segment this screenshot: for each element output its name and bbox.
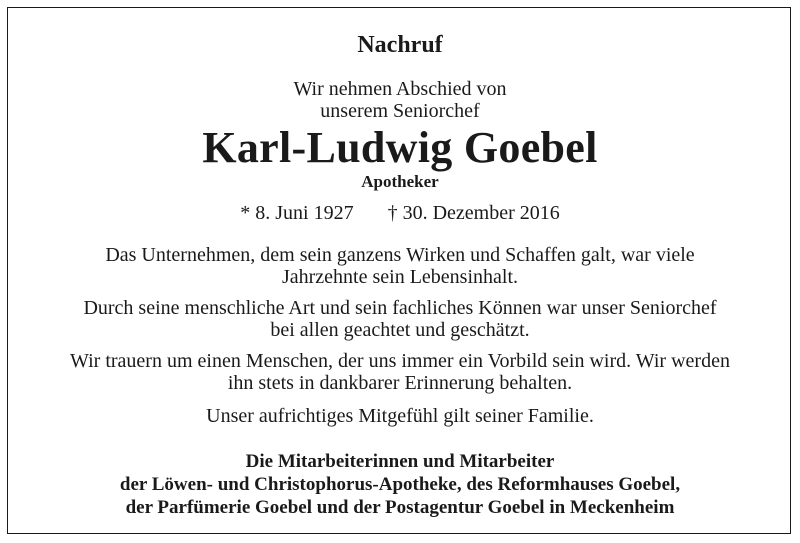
life-dates <box>0 201 800 225</box>
death-date: † 30. Dezember 2016 <box>387 202 560 224</box>
paragraph-4: Unser aufrichtiges Mitgefühl gilt seiner Familie. <box>206 405 594 427</box>
paragraph-3-line-1: Wir trauern um einen Menschen, der uns immer ein Vorbild sein wird. Wir werden <box>70 350 730 372</box>
paragraph-1-line-2: Jahrzehnte sein Lebensinhalt. <box>281 266 519 288</box>
signature-line-1: Die Mitarbeiterinnen und Mitarbeiter <box>245 451 555 472</box>
notice-heading: Nachruf <box>357 32 443 58</box>
paragraph-3-line-2: ihn stets in dankbarer Erinnerung behalten. <box>227 372 573 394</box>
deceased-profession: Apotheker <box>361 172 439 191</box>
deceased-name: Karl-Ludwig Goebel <box>202 123 598 172</box>
paragraph-2-line-2: bei allen geachtet und geschätzt. <box>270 319 530 341</box>
paragraph-2-line-1: Durch seine menschliche Art und sein fachliches Können war unser Seniorchef <box>83 297 717 319</box>
intro-line-1: Wir nehmen Abschied von <box>293 78 507 100</box>
birth-date: * 8. Juni 1927 <box>240 202 354 224</box>
intro-line-2: unserem Seniorchef <box>320 100 480 122</box>
paragraph-1-line-1: Das Unternehmen, dem sein ganzens Wirken und Schaffen galt, war viele <box>105 244 695 266</box>
signature-line-3: der Parfümerie Goebel und der Postagentur Goebel in Meckenheim <box>125 497 675 518</box>
signature-line-2: der Löwen- und Christophorus-Apotheke, des Reformhauses Goebel, <box>119 474 681 495</box>
